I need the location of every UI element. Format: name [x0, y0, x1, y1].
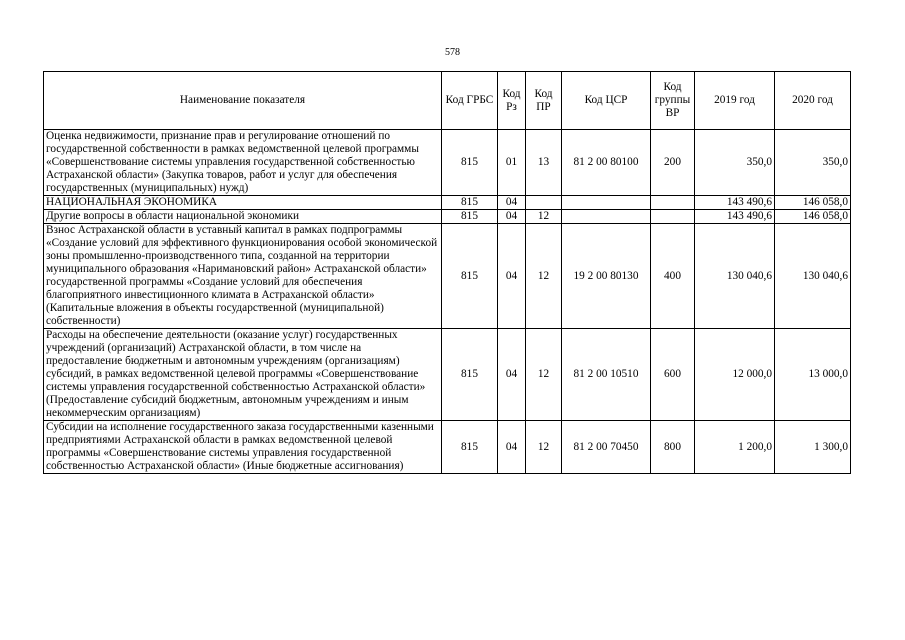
- row-vr: [651, 196, 695, 210]
- header-vr: Код группы ВР: [651, 72, 695, 130]
- row-name: Взнос Астраханской области в уставный капитал в рамках подпрограммы «Создание условий для эффективного функционирования особой экономической зоны промышленно-производственного типа, созданной на территории муниципального образования «Наримановский район» Астраханской области» государственной программы «Создание условий для обеспечения благоприятного инвестиционного климата в Астраханской области» (Капитальные вложения в объекты государственной (муниципальной) собственности): [44, 224, 442, 329]
- row-csr: 19 2 00 80130: [562, 224, 651, 329]
- row-rz: 04: [498, 421, 526, 474]
- row-rz: 01: [498, 130, 526, 196]
- table-row: [44, 196, 851, 210]
- header-grbs: Код ГРБС: [442, 72, 498, 130]
- row-pr: 12: [526, 224, 562, 329]
- table-row: [44, 130, 851, 196]
- table-row: [44, 210, 851, 224]
- row-grbs: 815: [442, 210, 498, 224]
- row-name: Субсидии на исполнение государственного заказа государственными казенными предприятиями Астраханской области в рамках ведомственной целевой программы «Совершенствование системы управления государственной собственностью Астраханской области» (Иные бюджетные ассигнования): [44, 421, 442, 474]
- row-name: Оценка недвижимости, признание прав и регулирование отношений по государственной собственности в рамках ведомственной целевой программы «Совершенствование системы управления государственной собственностью Астраханской области» (Закупка товаров, работ и услуг для обеспечения государственных (муниципальных) нужд): [44, 130, 442, 196]
- row-grbs: 815: [442, 130, 498, 196]
- row-2019: 143 490,6: [695, 196, 775, 210]
- row-csr: 81 2 00 70450: [562, 421, 651, 474]
- row-2020: 350,0: [775, 130, 851, 196]
- header-rz: Код Рз: [498, 72, 526, 130]
- row-grbs: 815: [442, 224, 498, 329]
- row-grbs: 815: [442, 421, 498, 474]
- row-rz: 04: [498, 196, 526, 210]
- row-csr: 81 2 00 80100: [562, 130, 651, 196]
- row-grbs: 815: [442, 329, 498, 421]
- row-2020: 146 058,0: [775, 210, 851, 224]
- header-2020: 2020 год: [775, 72, 851, 130]
- row-pr: 13: [526, 130, 562, 196]
- row-name: Расходы на обеспечение деятельности (оказание услуг) государственных учреждений (организаций) Астраханской области, в том числе на предоставление бюджетным и автономным учреждениям (организациям) субсидий, в рамках ведомственной целевой программы «Совершенствование системы управления государственной собственностью Астраханской области» (Предоставление субсидий бюджетным, автономным учреждениям и иным некоммерческим организациям): [44, 329, 442, 421]
- row-2020: 130 040,6: [775, 224, 851, 329]
- row-vr: 200: [651, 130, 695, 196]
- header-csr: Код ЦСР: [562, 72, 651, 130]
- row-2020: 146 058,0: [775, 196, 851, 210]
- row-vr: [651, 210, 695, 224]
- row-pr: [526, 196, 562, 210]
- page-number: 578: [445, 47, 460, 58]
- table-row: [44, 329, 851, 421]
- row-vr: 400: [651, 224, 695, 329]
- row-rz: 04: [498, 329, 526, 421]
- header-name: Наименование показателя: [44, 72, 442, 130]
- row-rz: 04: [498, 210, 526, 224]
- row-pr: 12: [526, 329, 562, 421]
- row-2020: 1 300,0: [775, 421, 851, 474]
- row-grbs: 815: [442, 196, 498, 210]
- table-row: [44, 224, 851, 329]
- row-pr: 12: [526, 210, 562, 224]
- budget-table: [43, 71, 851, 474]
- row-2019: 130 040,6: [695, 224, 775, 329]
- row-rz: 04: [498, 224, 526, 329]
- row-2019: 143 490,6: [695, 210, 775, 224]
- row-2020: 13 000,0: [775, 329, 851, 421]
- row-2019: 350,0: [695, 130, 775, 196]
- row-name: НАЦИОНАЛЬНАЯ ЭКОНОМИКА: [44, 196, 442, 210]
- row-2019: 12 000,0: [695, 329, 775, 421]
- row-name: Другие вопросы в области национальной экономики: [44, 210, 442, 224]
- row-csr: [562, 210, 651, 224]
- row-pr: 12: [526, 421, 562, 474]
- row-2019: 1 200,0: [695, 421, 775, 474]
- row-vr: 800: [651, 421, 695, 474]
- table-row: [44, 421, 851, 474]
- row-csr: [562, 196, 651, 210]
- row-vr: 600: [651, 329, 695, 421]
- header-pr: Код ПР: [526, 72, 562, 130]
- row-csr: 81 2 00 10510: [562, 329, 651, 421]
- header-2019: 2019 год: [695, 72, 775, 130]
- table-header-row: [44, 72, 851, 130]
